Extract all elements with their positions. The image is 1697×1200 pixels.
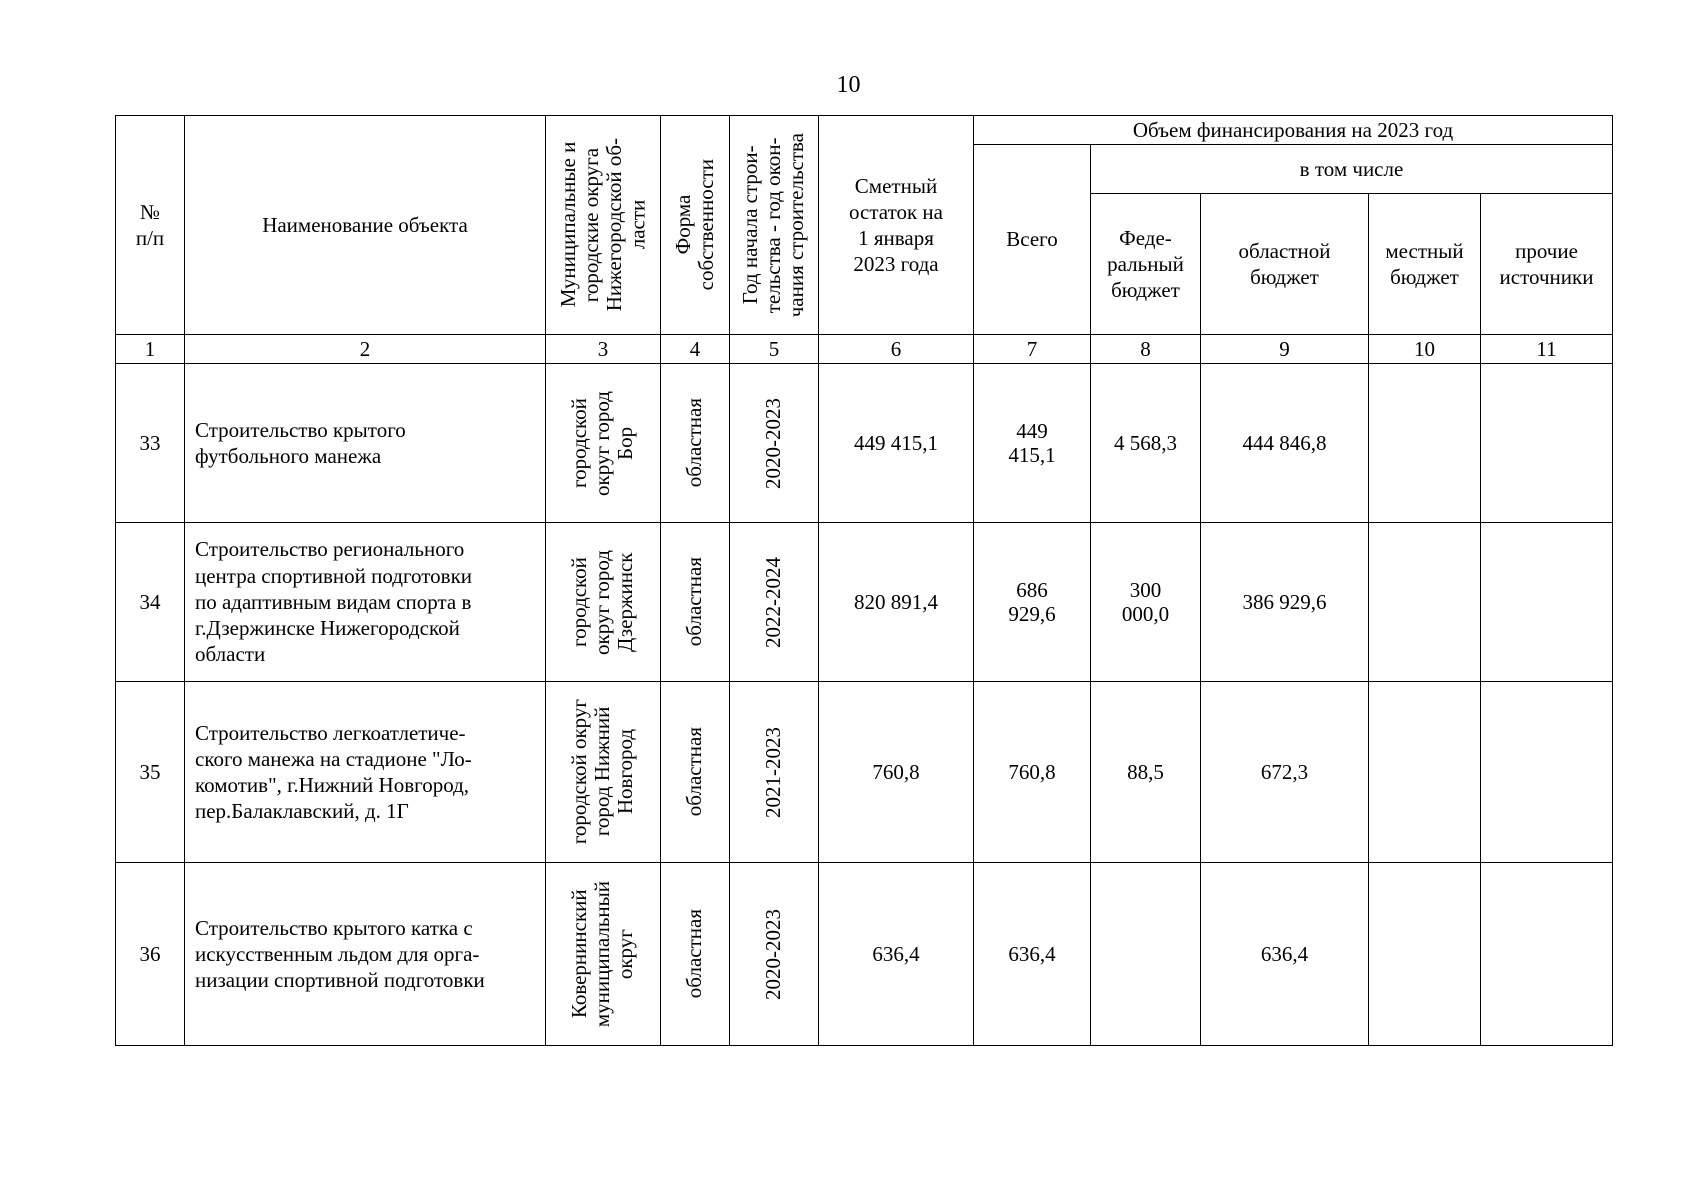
row-municipal (546, 364, 661, 523)
header-ownership-text: Форма собственности (670, 159, 718, 291)
header-municipal-text: Муниципальные и городские округа Нижегородской об- ласти (555, 138, 650, 312)
table-row (116, 364, 1613, 523)
row-name: Строительство регионального центра спортивной подготовки по адаптивным видам спорта в г.Дзержинске Нижегородской области (185, 523, 546, 682)
row-municipal-text: городской округ город Дзержинск (567, 549, 638, 655)
header-years (730, 116, 819, 335)
row-municipal-text: городской округ город Бор (567, 390, 638, 496)
row-local (1369, 863, 1481, 1046)
row-regional: 386 929,6 (1201, 523, 1369, 682)
header-row-1 (116, 116, 1613, 145)
row-federal (1091, 863, 1201, 1046)
header-federal: Феде- ральный бюджет (1091, 194, 1201, 335)
row-regional: 444 846,8 (1201, 364, 1369, 523)
row-ownership-text: областная (682, 909, 707, 999)
row-num: 33 (116, 364, 185, 523)
column-numbers-row (116, 335, 1613, 364)
row-other (1481, 364, 1613, 523)
column-number: 8 (1091, 335, 1201, 364)
row-years (730, 364, 819, 523)
column-number: 10 (1369, 335, 1481, 364)
row-total: 760,8 (974, 682, 1091, 863)
row-municipal-text: Ковернинский муниципальный округ (567, 880, 638, 1028)
row-num: 34 (116, 523, 185, 682)
row-federal: 300 000,0 (1091, 523, 1201, 682)
row-local (1369, 682, 1481, 863)
table-row (116, 682, 1613, 863)
header-funding: Объем финансирования на 2023 год (974, 116, 1613, 145)
column-number: 3 (546, 335, 661, 364)
row-ownership (661, 682, 730, 863)
row-total: 636,4 (974, 863, 1091, 1046)
row-years (730, 523, 819, 682)
header-local: местный бюджет (1369, 194, 1481, 335)
column-number: 2 (185, 335, 546, 364)
header-name: Наименование объекта (185, 116, 546, 335)
header-years-text: Год начала строи- тельства - год окон- чания строительства (738, 132, 809, 318)
row-ownership (661, 863, 730, 1046)
page-number: 10 (836, 72, 861, 98)
row-total: 686 929,6 (974, 523, 1091, 682)
row-municipal (546, 523, 661, 682)
row-federal: 88,5 (1091, 682, 1201, 863)
row-other (1481, 682, 1613, 863)
row-local (1369, 523, 1481, 682)
header-including: в том числе (1091, 145, 1613, 194)
row-years-text: 2022-2024 (761, 556, 786, 648)
row-total: 449 415,1 (974, 364, 1091, 523)
header-estimate: Сметный остаток на 1 января 2023 года (819, 116, 974, 335)
table-row (116, 523, 1613, 682)
column-number: 11 (1481, 335, 1613, 364)
row-municipal (546, 863, 661, 1046)
row-years-text: 2020-2023 (761, 397, 786, 489)
row-name: Строительство крытого катка с искусственным льдом для орга- низации спортивной подготовки (185, 863, 546, 1046)
row-ownership-text: областная (682, 398, 707, 488)
row-name: Строительство легкоатлетиче- ского манежа на стадионе "Ло- комотив", г.Нижний Новгород, пер.Балаклавский, д. 1Г (185, 682, 546, 863)
row-estimate: 760,8 (819, 682, 974, 863)
row-ownership-text: областная (682, 557, 707, 647)
row-other (1481, 523, 1613, 682)
row-num: 36 (116, 863, 185, 1046)
row-regional: 672,3 (1201, 682, 1369, 863)
row-regional: 636,4 (1201, 863, 1369, 1046)
row-local (1369, 364, 1481, 523)
row-ownership (661, 364, 730, 523)
header-municipal (546, 116, 661, 335)
financing-table (115, 115, 1613, 1046)
row-estimate: 820 891,4 (819, 523, 974, 682)
row-years-text: 2020-2023 (761, 908, 786, 1000)
column-number: 5 (730, 335, 819, 364)
header-regional: областной бюджет (1201, 194, 1369, 335)
column-number: 1 (116, 335, 185, 364)
row-ownership (661, 523, 730, 682)
row-other (1481, 863, 1613, 1046)
row-name: Строительство крытого футбольного манежа (185, 364, 546, 523)
row-ownership-text: областная (682, 727, 707, 817)
header-num: № п/п (116, 116, 185, 335)
column-number: 9 (1201, 335, 1369, 364)
row-estimate: 449 415,1 (819, 364, 974, 523)
column-number: 4 (661, 335, 730, 364)
row-estimate: 636,4 (819, 863, 974, 1046)
column-number: 7 (974, 335, 1091, 364)
column-number: 6 (819, 335, 974, 364)
header-total: Всего (974, 145, 1091, 335)
header-ownership (661, 116, 730, 335)
row-municipal-text: городской округ город Нижний Новгород (567, 699, 638, 845)
row-municipal (546, 682, 661, 863)
row-years (730, 863, 819, 1046)
row-federal: 4 568,3 (1091, 364, 1201, 523)
header-other: прочие источники (1481, 194, 1613, 335)
table-row (116, 863, 1613, 1046)
row-num: 35 (116, 682, 185, 863)
row-years (730, 682, 819, 863)
row-years-text: 2021-2023 (761, 726, 786, 818)
